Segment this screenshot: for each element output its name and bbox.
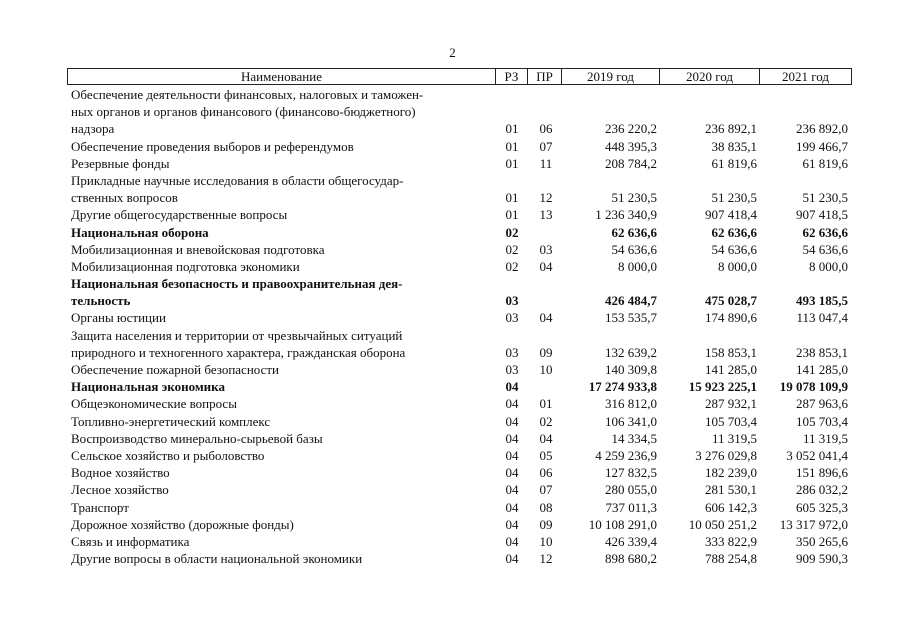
table-row [0,327,905,344]
cell-name: Обеспечение пожарной безопасности [71,362,280,377]
cell-name: Мобилизационная подготовка экономики [71,258,300,274]
cell-v2021: 493 185,5 [796,293,848,309]
table-row [0,344,905,361]
table-row [0,292,905,309]
table-row [0,516,905,533]
cell-rz: 01 [505,121,519,137]
table-row [0,481,905,498]
cell-pr: 09 [539,344,553,360]
cell-v2021: 287 963,6 [796,396,848,412]
cell-name: природного и техногенного характера, гражданская оборона [71,344,406,360]
cell-v2019: 54 636,6 [611,241,657,257]
cell-v2021: 286 032,2 [796,482,848,498]
cell-v2019: 426 339,4 [605,533,657,549]
cell-v2020: 182 239,0 [705,465,757,481]
cell-v2019: 132 639,2 [605,344,657,360]
table-row [0,138,905,155]
cell-pr: 11 [539,155,553,171]
cell-name: Воспроизводство минерально-сырьевой базы [71,430,323,446]
cell-v2019: 8 000,0 [618,258,657,274]
cell-name: Водное хозяйство [71,465,170,481]
cell-pr: 12 [539,551,553,567]
cell-v2019: 316 812,0 [605,396,657,412]
cell-v2021: 3 052 041,4 [786,447,848,463]
cell-v2019: 208 784,2 [605,155,657,171]
table-header [67,68,852,85]
cell-rz: 01 [505,190,519,206]
page-number: 2 [449,45,456,60]
table-row [0,413,905,430]
cell-v2019: 4 259 236,9 [595,447,657,463]
cell-rz: 03 [505,344,519,360]
cell-v2019: 280 055,0 [605,482,657,498]
cell-v2019: 448 395,3 [605,138,657,154]
cell-v2019: 153 535,7 [605,310,657,326]
cell-v2019: 51 230,5 [611,190,657,206]
cell-pr: 07 [539,482,553,498]
cell-name: Сельское хозяйство и рыболовство [71,447,265,463]
cell-name: Мобилизационная и вневойсковая подготовка [71,241,325,257]
cell-name: Национальная оборона [71,224,209,240]
cell-v2020: 174 890,6 [705,310,757,326]
cell-v2019: 62 636,6 [611,224,657,240]
cell-rz: 04 [505,533,519,549]
cell-v2020: 51 230,5 [711,190,757,206]
cell-rz: 01 [505,138,519,154]
cell-rz: 02 [505,258,519,274]
cell-v2021: 236 892,0 [796,121,848,137]
table-row [0,550,905,567]
cell-name: Обеспечение деятельности финансовых, налоговых и таможен- [71,87,424,102]
cell-v2021: 11 319,5 [802,430,848,446]
cell-v2021: 907 418,5 [796,207,848,223]
cell-v2021: 199 466,7 [796,138,848,154]
header-2021: 2021 год [782,69,829,84]
cell-name: Защита населения и территории от чрезвычайных ситуаций [71,327,403,343]
table-row [0,361,905,378]
cell-rz: 04 [505,379,519,395]
cell-name: Связь и информатика [71,533,190,549]
table-row [0,86,905,103]
cell-pr: 01 [539,396,553,412]
cell-pr: 04 [539,310,553,326]
cell-name: Транспорт [71,499,129,515]
cell-v2021: 605 325,3 [796,499,848,515]
cell-name: Обеспечение проведения выборов и референдумов [71,138,354,154]
cell-name: Другие вопросы в области национальной экономики [71,551,363,567]
cell-rz: 04 [505,447,519,463]
table-body [0,86,905,567]
table-row [0,206,905,223]
cell-rz: 03 [505,293,519,309]
cell-name: Дорожное хозяйство (дорожные фонды) [71,516,294,532]
table-row [0,447,905,464]
cell-pr: 10 [539,533,553,549]
table-row [0,172,905,189]
cell-v2020: 907 418,4 [705,207,757,223]
cell-pr: 13 [539,207,553,223]
table-row [0,258,905,275]
table-row [0,275,905,292]
cell-v2021: 51 230,5 [802,190,848,206]
cell-rz: 04 [505,396,519,412]
cell-rz: 02 [505,224,519,240]
cell-v2021: 141 285,0 [796,362,848,377]
cell-v2019: 17 274 933,8 [588,379,657,395]
table-row [0,120,905,137]
cell-pr: 06 [539,465,553,481]
cell-name: Другие общегосударственные вопросы [71,207,288,223]
cell-v2020: 10 050 251,2 [688,516,757,532]
cell-v2020: 61 819,6 [711,155,757,171]
header-2020: 2020 год [660,69,760,84]
cell-v2019: 106 341,0 [605,413,657,429]
cell-name: Национальная экономика [71,379,225,395]
table-row [0,395,905,412]
cell-rz: 04 [505,465,519,481]
cell-rz: 04 [505,482,519,498]
cell-v2021: 61 819,6 [802,155,848,171]
cell-v2020: 158 853,1 [705,344,757,360]
cell-v2020: 788 254,8 [705,551,757,567]
cell-v2021: 350 265,6 [796,533,848,549]
cell-v2020: 333 822,9 [705,533,757,549]
cell-v2019: 236 220,2 [605,121,657,137]
cell-rz: 03 [505,310,519,326]
cell-v2019: 127 832,5 [605,465,657,481]
cell-pr: 03 [539,241,553,257]
cell-rz: 04 [505,499,519,515]
cell-pr: 04 [539,258,553,274]
cell-rz: 02 [505,241,519,257]
cell-name: Органы юстиции [71,310,166,326]
cell-v2019: 14 334,5 [611,430,657,446]
table-row [0,189,905,206]
header-rz: РЗ [496,69,528,84]
cell-pr: 06 [539,121,553,137]
cell-v2020: 141 285,0 [705,362,757,377]
cell-v2020: 11 319,5 [711,430,757,446]
cell-name: Лесное хозяйство [71,482,169,498]
cell-pr: 05 [539,447,553,463]
cell-rz: 04 [505,516,519,532]
cell-v2020: 475 028,7 [705,293,757,309]
cell-v2021: 113 047,4 [796,310,848,326]
cell-pr: 04 [539,430,553,446]
cell-v2019: 10 108 291,0 [588,516,657,532]
cell-v2020: 287 932,1 [705,396,757,412]
cell-pr: 09 [539,516,553,532]
header-name: Наименование [68,69,496,84]
cell-name: Общеэкономические вопросы [71,396,237,412]
cell-rz: 04 [505,551,519,567]
cell-v2019: 898 680,2 [605,551,657,567]
cell-v2021: 19 078 109,9 [779,379,848,395]
cell-v2019: 140 309,8 [605,362,657,377]
cell-rz: 01 [505,207,519,223]
cell-pr: 02 [539,413,553,429]
cell-v2019: 1 236 340,9 [595,207,657,223]
table-row [0,241,905,258]
cell-rz: 01 [505,155,519,171]
cell-pr: 07 [539,138,553,154]
cell-v2021: 62 636,6 [802,224,848,240]
cell-v2020: 8 000,0 [718,258,757,274]
cell-v2021: 909 590,3 [796,551,848,567]
table-row [0,309,905,326]
cell-v2021: 105 703,4 [796,413,848,429]
cell-name: Национальная безопасность и правоохранительная дея- [71,276,403,292]
cell-v2020: 62 636,6 [711,224,757,240]
table-row [0,378,905,395]
table-row [0,155,905,172]
cell-v2020: 236 892,1 [705,121,757,137]
cell-v2020: 105 703,4 [705,413,757,429]
cell-v2020: 606 142,3 [705,499,757,515]
cell-name: ственных вопросов [71,190,178,206]
cell-name: тельность [71,293,131,309]
table-row [0,103,905,120]
table-row [0,430,905,447]
table-row [0,533,905,550]
cell-rz: 04 [505,430,519,446]
cell-v2020: 3 276 029,8 [695,447,757,463]
cell-v2021: 54 636,6 [802,241,848,257]
cell-v2021: 151 896,6 [796,465,848,481]
table-row [0,499,905,516]
header-2019: 2019 год [562,69,660,84]
cell-v2020: 54 636,6 [711,241,757,257]
cell-v2020: 38 835,1 [711,138,757,154]
cell-v2020: 281 530,1 [705,482,757,498]
cell-name: Топливно-энергетический комплекс [71,413,271,429]
cell-v2021: 13 317 972,0 [779,516,848,532]
cell-name: ных органов и органов финансового (финансово-бюджетного) [71,104,416,120]
cell-v2021: 8 000,0 [809,258,848,274]
header-pr: ПР [528,69,562,84]
cell-v2019: 737 011,3 [605,499,657,515]
cell-name: Прикладные научные исследования в области общегосудар- [71,172,404,188]
cell-pr: 10 [539,362,553,377]
cell-name: Резервные фонды [71,155,170,171]
table-row [0,224,905,241]
cell-v2021: 238 853,1 [796,344,848,360]
cell-v2019: 426 484,7 [605,293,657,309]
cell-rz: 03 [505,362,519,377]
cell-rz: 04 [505,413,519,429]
cell-pr: 08 [539,499,553,515]
cell-v2020: 15 923 225,1 [688,379,757,395]
cell-name: надзора [71,121,115,137]
cell-pr: 12 [539,190,553,206]
table-row [0,464,905,481]
